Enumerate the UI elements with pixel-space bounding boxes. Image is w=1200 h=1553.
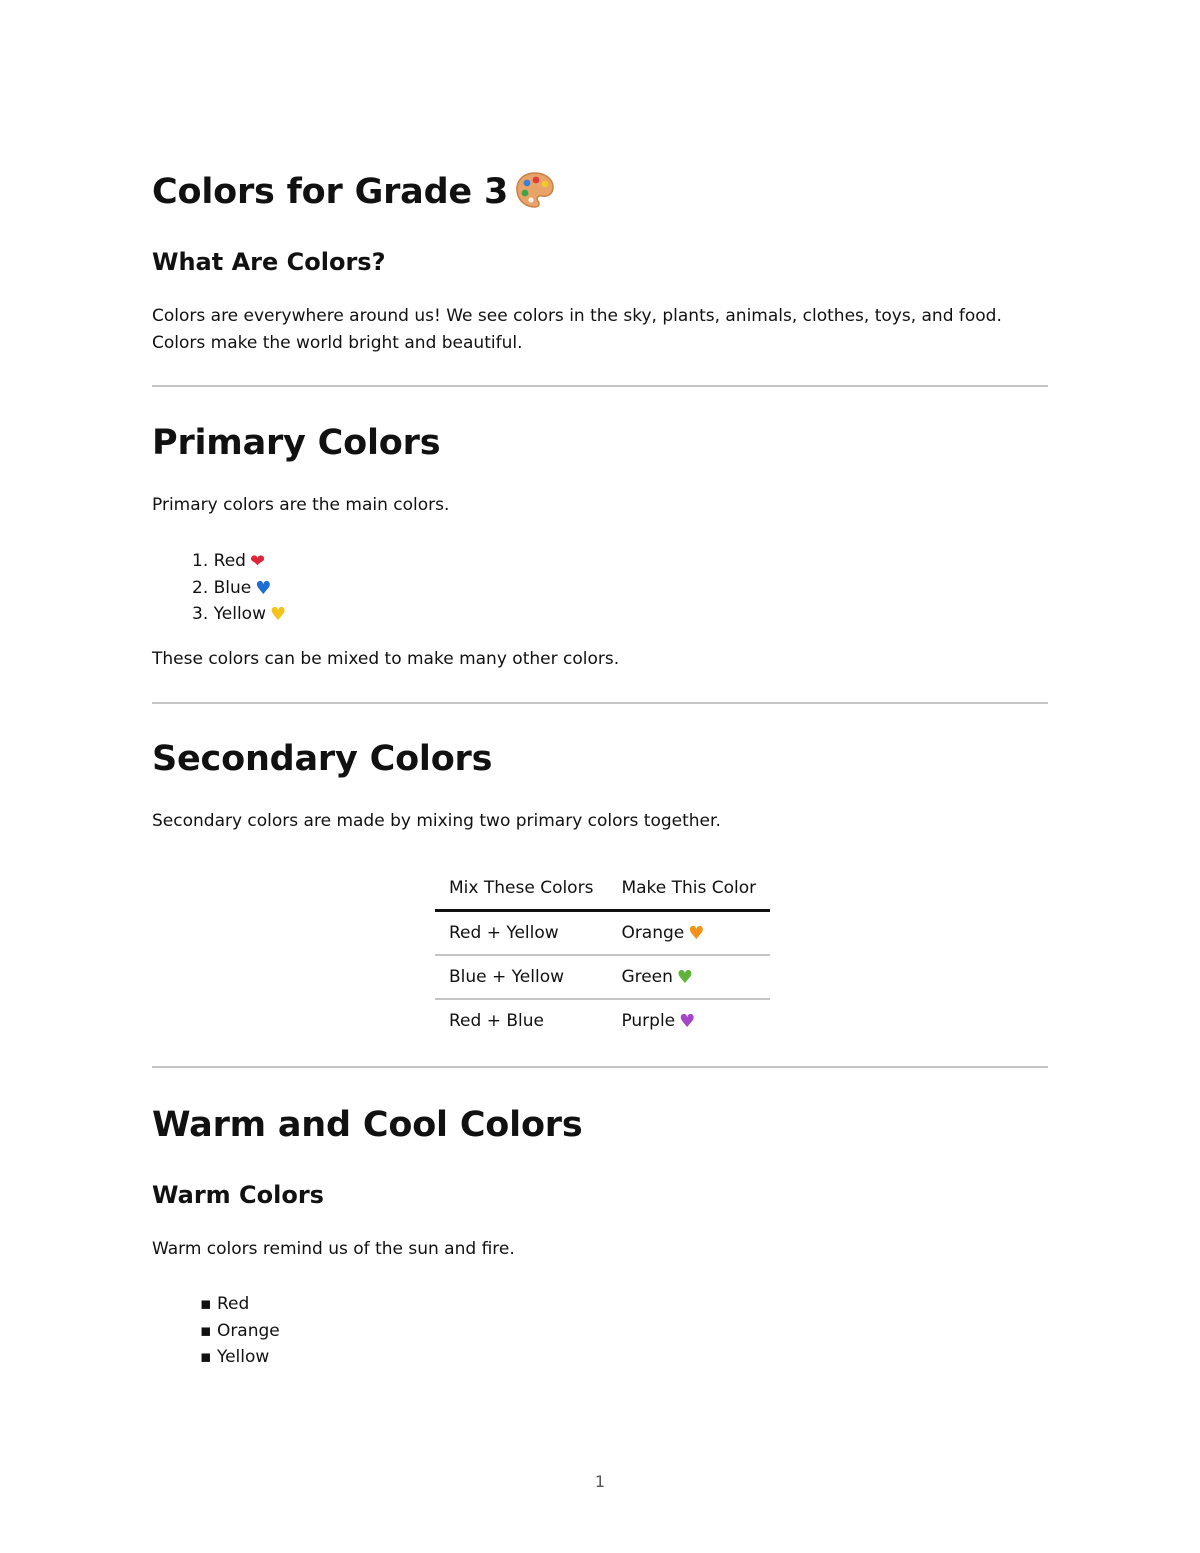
purple-heart-icon: ♥ — [679, 1011, 696, 1032]
list-number: 3. — [192, 604, 209, 624]
list-number: 2. — [192, 577, 209, 598]
result-label: Orange — [621, 923, 685, 943]
list-item: ▪ Orange — [200, 1320, 280, 1341]
section-divider — [152, 385, 1048, 387]
primary-colors-intro: Primary colors are the main colors. — [152, 495, 450, 515]
secondary-colors-heading: Secondary Colors — [152, 739, 493, 779]
table-header-row — [435, 866, 770, 911]
intro-paragraph: Colors are everywhere around us! We see colors in the sky, plants, animals, clothes, toys, and food. Colors make the world bright and beautiful. — [152, 306, 1002, 353]
red-heart-icon: ❤ — [249, 551, 266, 572]
mix-cell: Red + Blue — [449, 1011, 544, 1031]
column-header-result: Make This Color — [607, 866, 770, 911]
color-mixing-table — [435, 866, 770, 1042]
secondary-colors-intro: Secondary colors are made by mixing two primary colors together. — [152, 811, 721, 831]
yellow-heart-icon: ♥ — [269, 604, 287, 625]
table-row — [435, 999, 770, 1042]
section-divider — [152, 1066, 1048, 1068]
blue-heart-icon: ♥ — [255, 577, 272, 599]
warm-colors-heading: Warm Colors — [152, 1181, 324, 1209]
result-cell — [607, 999, 770, 1042]
section-divider — [152, 702, 1048, 704]
table-row — [435, 955, 770, 999]
color-label: Blue — [213, 577, 252, 598]
warm-color-label: Red — [216, 1294, 250, 1314]
primary-colors-list — [192, 548, 286, 628]
result-cell — [607, 955, 770, 999]
list-number: 1. — [192, 551, 209, 571]
primary-color-item — [192, 575, 286, 602]
document-page — [152, 0, 1048, 1553]
result-cell — [607, 911, 770, 956]
warm-cool-colors-heading: Warm and Cool Colors — [152, 1105, 583, 1145]
mix-cell: Red + Yellow — [435, 911, 607, 956]
what-are-colors-heading: What Are Colors? — [152, 248, 386, 276]
primary-colors-outro: These colors can be mixed to make many other colors. — [152, 649, 620, 669]
color-label: Yellow — [213, 604, 266, 624]
column-header-mix: Mix These Colors — [435, 866, 607, 911]
warm-colors-intro: Warm colors remind us of the sun and fire. — [152, 1239, 515, 1259]
warm-color-label: Yellow — [216, 1347, 270, 1367]
document-title — [152, 168, 556, 223]
result-label: Green — [621, 967, 673, 987]
orange-heart-icon: ♥ — [688, 923, 705, 944]
color-label: Red — [213, 551, 246, 571]
green-heart-icon: ♥ — [676, 967, 694, 988]
primary-color-item — [192, 548, 286, 575]
primary-color-item — [192, 601, 286, 628]
primary-colors-heading: Primary Colors — [152, 423, 441, 463]
list-item: ▪ Red — [200, 1294, 250, 1314]
artist-palette-icon — [514, 170, 556, 223]
page-number: 1 — [594, 1472, 606, 1491]
warm-colors-list — [200, 1291, 280, 1371]
mix-cell: Blue + Yellow — [435, 955, 607, 999]
warm-color-label: Orange — [216, 1320, 280, 1341]
table-row — [435, 911, 770, 956]
list-item: ▪ Yellow — [200, 1347, 270, 1367]
document-title-text: Colors for Grade 3 — [152, 172, 509, 212]
result-label: Purple — [621, 1011, 676, 1031]
